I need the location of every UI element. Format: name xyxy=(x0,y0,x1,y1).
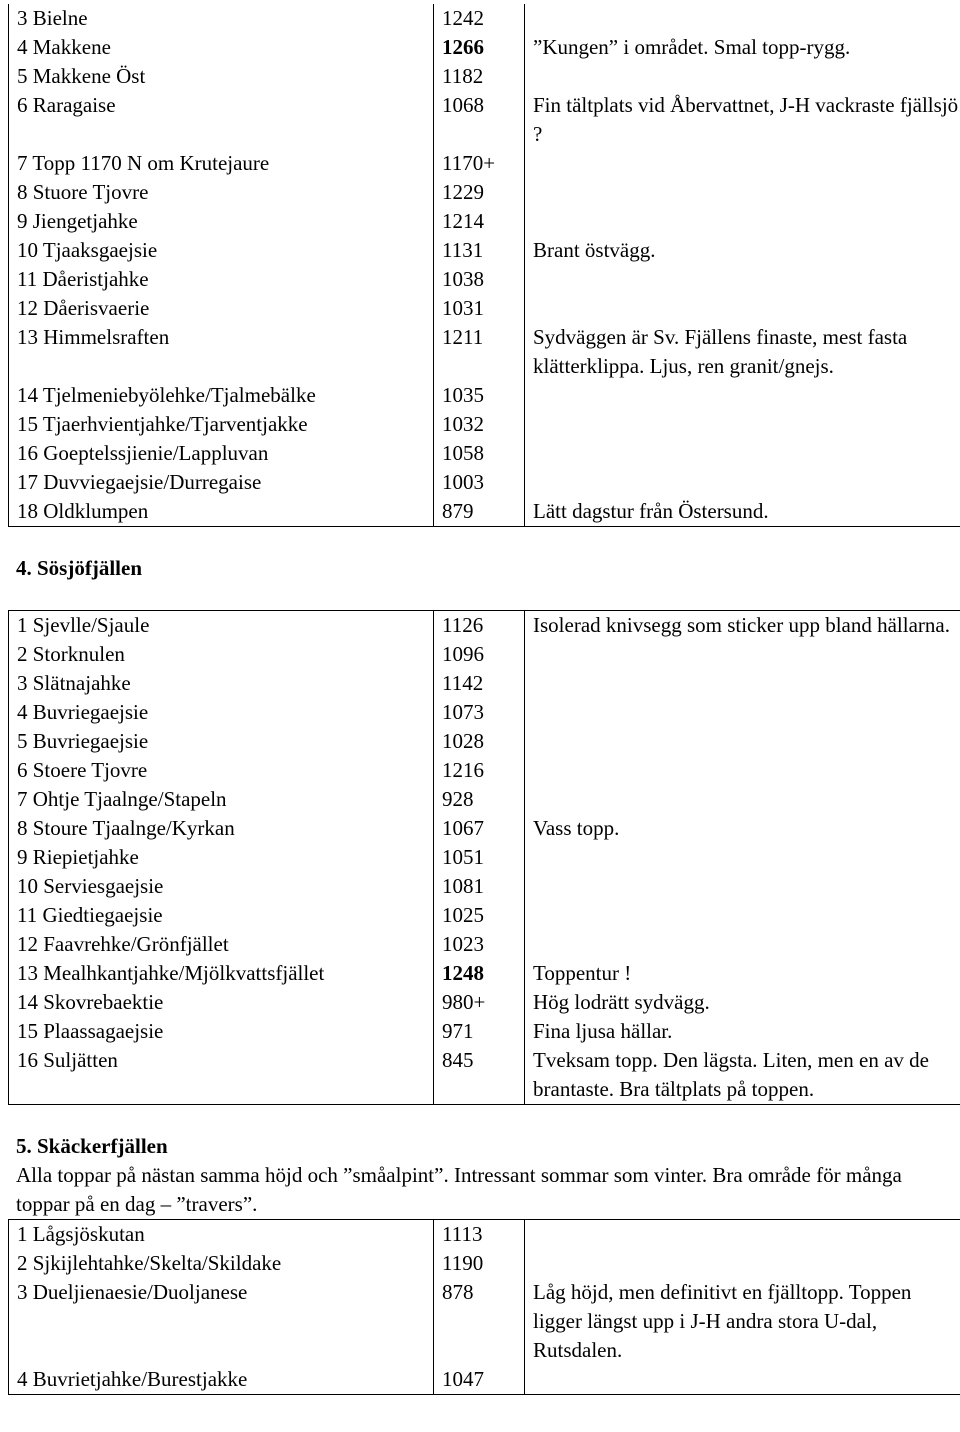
peak-name: Plaassagaejsie xyxy=(43,1019,164,1043)
peak-height: 1035 xyxy=(434,381,525,410)
peak-number: 3 xyxy=(17,671,28,695)
table-row xyxy=(9,497,960,527)
peak-name: Lågsjöskutan xyxy=(32,1222,145,1246)
peak-number: 1 xyxy=(17,1222,28,1246)
peak-name-cell xyxy=(9,149,434,178)
table-row xyxy=(9,930,960,959)
peak-height: 1032 xyxy=(434,410,525,439)
peak-number: 12 xyxy=(17,296,38,320)
peaks-table-body xyxy=(9,4,960,527)
peak-note xyxy=(525,640,960,669)
table-row xyxy=(9,669,960,698)
peak-name-cell xyxy=(9,698,434,727)
peak-name-cell xyxy=(9,178,434,207)
peak-note xyxy=(525,439,960,468)
table-row xyxy=(9,988,960,1017)
peak-height: 1182 xyxy=(434,62,525,91)
peak-note xyxy=(525,727,960,756)
peak-number: 4 xyxy=(17,1367,28,1391)
peak-name-cell xyxy=(9,468,434,497)
peak-number: 6 xyxy=(17,93,28,117)
peak-name: Buvriegaejsie xyxy=(32,729,149,753)
table-row xyxy=(9,901,960,930)
peak-height: 1211 xyxy=(434,323,525,381)
peak-note xyxy=(525,4,960,33)
peaks-table-section-5 xyxy=(8,1219,960,1395)
peak-height: 1073 xyxy=(434,698,525,727)
peak-name: Oldklumpen xyxy=(43,499,149,523)
peak-number: 15 xyxy=(17,1019,38,1043)
table-row xyxy=(9,323,960,381)
peak-name: Storknulen xyxy=(32,642,125,666)
table-row xyxy=(9,1017,960,1046)
table-row xyxy=(9,149,960,178)
peak-name: Skovrebaektie xyxy=(43,990,164,1014)
table-row xyxy=(9,439,960,468)
peak-number: 10 xyxy=(17,874,38,898)
peak-number: 4 xyxy=(17,35,28,59)
peak-note: Isolerad knivsegg som sticker upp bland hällarna. xyxy=(525,611,960,641)
peak-number: 17 xyxy=(17,470,38,494)
peak-note: ”Kungen” i området. Smal topp-rygg. xyxy=(533,35,851,59)
peak-height: 1081 xyxy=(434,872,525,901)
peak-name-cell xyxy=(9,439,434,468)
table-row xyxy=(9,1365,960,1395)
peak-note: Hög lodrätt sydvägg. xyxy=(533,990,710,1014)
peak-height: 1038 xyxy=(434,265,525,294)
peak-name-cell xyxy=(9,236,434,265)
peak-height: 1126 xyxy=(434,611,525,641)
peak-name-cell xyxy=(9,843,434,872)
peak-name: Buvriegaejsie xyxy=(32,700,149,724)
peak-height: 845 xyxy=(434,1046,525,1105)
peak-name: Buvrietjahke/Burestjakke xyxy=(32,1367,248,1391)
peak-number: 11 xyxy=(17,267,38,291)
peak-note: Toppentur ! xyxy=(533,961,632,985)
table-row xyxy=(9,381,960,410)
peak-name-cell xyxy=(9,410,434,439)
peak-name-cell xyxy=(9,1017,434,1046)
peaks-table-body xyxy=(9,611,960,1105)
peak-note: Vass topp. xyxy=(533,816,620,840)
peak-note: Låg höjd, men definitivt en fjälltopp. Toppen ligger längst upp i J-H andra stora U-dal, Rutsdalen. xyxy=(533,1280,912,1362)
table-row xyxy=(9,410,960,439)
peak-height: 1113 xyxy=(434,1220,525,1250)
peak-height: 1028 xyxy=(434,727,525,756)
section-heading-skackerfjallen: 5. Skäckerfjällen xyxy=(16,1134,168,1158)
peak-height: 1266 xyxy=(434,33,525,62)
peak-name-cell xyxy=(9,497,434,527)
peak-number: 4 xyxy=(17,700,28,724)
peak-note xyxy=(525,1365,960,1395)
peak-height: 1216 xyxy=(434,756,525,785)
peak-note xyxy=(525,1220,960,1250)
table-row xyxy=(9,4,960,33)
peak-name: Giedtiegaejsie xyxy=(42,903,163,927)
table-row xyxy=(9,468,960,497)
peak-name-cell xyxy=(9,988,434,1017)
peak-note xyxy=(525,843,960,872)
section-intro-text: Alla toppar på nästan samma höjd och ”småalpint”. Intressant sommar som vinter. Bra område för många toppar på en dag – ”travers”. xyxy=(16,1163,902,1216)
table-row xyxy=(9,294,960,323)
peak-name-cell xyxy=(9,1249,434,1278)
peak-height: 1023 xyxy=(434,930,525,959)
peak-name-cell xyxy=(9,91,434,149)
peaks-table-body xyxy=(9,1220,960,1395)
peak-number: 3 xyxy=(17,6,28,30)
peak-name-cell xyxy=(9,381,434,410)
peak-height: 1170+ xyxy=(434,149,525,178)
peak-name-cell xyxy=(9,756,434,785)
peak-note xyxy=(525,930,960,959)
peak-name-cell xyxy=(9,785,434,814)
peaks-table-section-3 xyxy=(8,4,960,527)
peak-number: 3 xyxy=(17,1280,28,1304)
peak-height: 1031 xyxy=(434,294,525,323)
peak-note xyxy=(525,62,960,91)
table-row xyxy=(9,178,960,207)
table-row xyxy=(9,91,960,149)
peak-name: Serviesgaejsie xyxy=(43,874,164,898)
peak-note xyxy=(525,785,960,814)
peak-name: Himmelsraften xyxy=(43,325,170,349)
peak-name: Dåeristjahke xyxy=(42,267,149,291)
peak-number: 2 xyxy=(17,642,28,666)
peak-name-cell xyxy=(9,814,434,843)
peak-name-cell xyxy=(9,872,434,901)
table-row xyxy=(9,265,960,294)
peak-name-cell xyxy=(9,4,434,33)
peak-height: 1248 xyxy=(434,959,525,988)
peak-name-cell xyxy=(9,611,434,641)
peak-number: 6 xyxy=(17,758,28,782)
peak-number: 18 xyxy=(17,499,38,523)
table-row xyxy=(9,698,960,727)
peak-number: 9 xyxy=(17,845,28,869)
peak-name-cell xyxy=(9,265,434,294)
peak-name-cell xyxy=(9,62,434,91)
table-row xyxy=(9,1046,960,1105)
peak-height: 1190 xyxy=(434,1249,525,1278)
peak-note xyxy=(525,410,960,439)
peak-note xyxy=(525,381,960,410)
peak-name: Goeptelssjienie/Lappluvan xyxy=(43,441,269,465)
peak-height: 1096 xyxy=(434,640,525,669)
peak-note: Lätt dagstur från Östersund. xyxy=(525,497,960,527)
peak-name: Slätnajahke xyxy=(32,671,131,695)
table-row xyxy=(9,756,960,785)
peak-note xyxy=(525,149,960,178)
peak-name: Sjkijlehtahke/Skelta/Skildake xyxy=(32,1251,282,1275)
peak-number: 14 xyxy=(17,383,38,407)
peak-note xyxy=(525,698,960,727)
peak-note xyxy=(525,294,960,323)
peak-name: Sjevlle/Sjaule xyxy=(32,613,150,637)
table-row xyxy=(9,959,960,988)
table-row xyxy=(9,1220,960,1250)
peak-number: 7 xyxy=(17,787,28,811)
peak-number: 15 xyxy=(17,412,38,436)
peak-height: 1131 xyxy=(434,236,525,265)
peak-name-cell xyxy=(9,1278,434,1365)
peak-height: 1051 xyxy=(434,843,525,872)
peak-name-cell xyxy=(9,1220,434,1250)
peak-height: 1025 xyxy=(434,901,525,930)
peak-note xyxy=(525,901,960,930)
peak-name: Jiengetjahke xyxy=(32,209,138,233)
document-page xyxy=(8,4,959,1395)
peak-name-cell xyxy=(9,930,434,959)
peak-note xyxy=(525,265,960,294)
peak-number: 1 xyxy=(17,613,28,637)
peak-name: Makkene Öst xyxy=(32,64,146,88)
peak-height: 971 xyxy=(434,1017,525,1046)
table-row xyxy=(9,1249,960,1278)
peak-note xyxy=(525,178,960,207)
peak-height: 1058 xyxy=(434,439,525,468)
table-row xyxy=(9,207,960,236)
peak-note xyxy=(525,669,960,698)
table-row xyxy=(9,236,960,265)
peak-name: Bielne xyxy=(32,6,88,30)
peak-note xyxy=(525,1249,960,1278)
table-row xyxy=(9,727,960,756)
peak-name: Tjelmeniebyölehke/Tjalmebälke xyxy=(42,383,316,407)
peak-name: Stoere Tjovre xyxy=(32,758,148,782)
peak-number: 16 xyxy=(17,441,38,465)
peak-note: Tveksam topp. Den lägsta. Liten, men en av de brantaste. Bra tältplats på toppen. xyxy=(525,1046,960,1105)
table-row xyxy=(9,640,960,669)
peak-name-cell xyxy=(9,640,434,669)
peak-name-cell xyxy=(9,207,434,236)
peak-number: 5 xyxy=(17,729,28,753)
table-row xyxy=(9,33,960,62)
peak-height: 928 xyxy=(434,785,525,814)
peak-name-cell xyxy=(9,727,434,756)
peak-note xyxy=(525,756,960,785)
table-row xyxy=(9,843,960,872)
peak-number: 11 xyxy=(17,903,38,927)
peak-number: 13 xyxy=(17,325,38,349)
peak-name: Faavrehke/Grönfjället xyxy=(43,932,229,956)
peak-name: Stoure Tjaalnge/Kyrkan xyxy=(32,816,235,840)
peak-number: 9 xyxy=(17,209,28,233)
peak-name: Dåerisvaerie xyxy=(43,296,150,320)
peak-number: 8 xyxy=(17,816,28,840)
table-row xyxy=(9,814,960,843)
peak-note xyxy=(525,207,960,236)
peak-name: Mealhkantjahke/Mjölkvattsfjället xyxy=(43,961,325,985)
peak-name: Raragaise xyxy=(32,93,116,117)
peak-note: Sydväggen är Sv. Fjällens finaste, mest fasta klätterklippa. Ljus, ren granit/gnejs. xyxy=(533,325,908,378)
peak-height: 1229 xyxy=(434,178,525,207)
peak-height: 1242 xyxy=(434,4,525,33)
peak-name-cell xyxy=(9,669,434,698)
peak-name: Ohtje Tjaalnge/Stapeln xyxy=(32,787,227,811)
table-row xyxy=(9,611,960,641)
peak-height: 878 xyxy=(434,1278,525,1365)
peak-name: Topp 1170 N om Krutejaure xyxy=(32,151,270,175)
peak-name: Dueljienaesie/Duoljanese xyxy=(32,1280,248,1304)
peak-number: 10 xyxy=(17,238,38,262)
peak-number: 2 xyxy=(17,1251,28,1275)
peak-note: Brant östvägg. xyxy=(533,238,656,262)
peak-name: Riepietjahke xyxy=(32,845,139,869)
peak-name-cell xyxy=(9,1365,434,1395)
peak-name: Makkene xyxy=(32,35,111,59)
peak-height: 1214 xyxy=(434,207,525,236)
peak-number: 12 xyxy=(17,932,38,956)
peak-height: 980+ xyxy=(434,988,525,1017)
peak-name-cell xyxy=(9,33,434,62)
peak-name: Tjaaksgaejsie xyxy=(42,238,158,262)
peak-height: 1047 xyxy=(434,1365,525,1395)
peak-height: 1003 xyxy=(434,468,525,497)
peak-name: Suljätten xyxy=(43,1048,118,1072)
peak-note: Fin tältplats vid Åbervattnet, J-H vackraste fjällsjö ? xyxy=(533,93,959,146)
table-row xyxy=(9,1278,960,1365)
peaks-table-section-4 xyxy=(8,610,960,1105)
peak-name: Tjaerhvientjahke/Tjarventjakke xyxy=(42,412,308,436)
peak-number: 8 xyxy=(17,180,28,204)
peak-number: 7 xyxy=(17,151,28,175)
peak-name-cell xyxy=(9,294,434,323)
peak-note xyxy=(525,468,960,497)
section-heading-sosjofjallen: 4. Sösjöfjällen xyxy=(16,556,142,580)
peak-name-cell xyxy=(9,959,434,988)
peak-name: Duvviegaejsie/Durregaise xyxy=(43,470,262,494)
peak-number: 5 xyxy=(17,64,28,88)
peak-height: 879 xyxy=(434,497,525,527)
peak-note: Fina ljusa hällar. xyxy=(533,1019,673,1043)
table-row xyxy=(9,62,960,91)
peak-number: 14 xyxy=(17,990,38,1014)
peak-height: 1068 xyxy=(434,91,525,149)
peak-name-cell xyxy=(9,901,434,930)
peak-name-cell xyxy=(9,323,434,381)
peak-name: Stuore Tjovre xyxy=(32,180,149,204)
peak-note xyxy=(525,872,960,901)
peak-number: 16 xyxy=(17,1048,38,1072)
table-row xyxy=(9,872,960,901)
table-row xyxy=(9,785,960,814)
peak-number: 13 xyxy=(17,961,38,985)
peak-name-cell xyxy=(9,1046,434,1105)
peak-height: 1142 xyxy=(434,669,525,698)
peak-height: 1067 xyxy=(434,814,525,843)
